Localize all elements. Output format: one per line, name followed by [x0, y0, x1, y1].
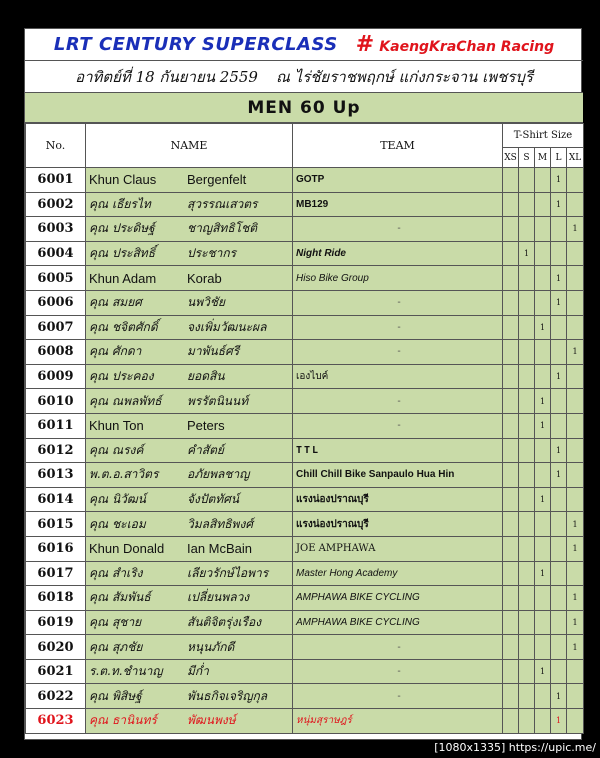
size-cell-xs [503, 586, 519, 611]
rider-team: Night Ride [293, 241, 503, 266]
size-cell-m: 1 [535, 561, 551, 586]
rider-name [86, 192, 293, 217]
rider-last-name: พันธกิจเจริญกุล [187, 688, 268, 703]
size-cell-xl: 1 [567, 512, 584, 537]
size-cell-s [519, 364, 535, 389]
size-cell-xl [567, 192, 584, 217]
size-cell-xl [567, 659, 584, 684]
rider-first-name: คุณ ประคอง [89, 369, 154, 384]
size-cell-m [535, 635, 551, 660]
rider-last-name: จังปัตทัศน์ [187, 492, 240, 507]
rider-name [86, 340, 293, 365]
rider-number: 6017 [26, 561, 86, 586]
size-cell-l [551, 659, 567, 684]
size-cell-m [535, 536, 551, 561]
image-size-watermark: [1080x1335] https://upic.me/ [434, 741, 596, 754]
size-cell-xs [503, 536, 519, 561]
size-cell-l: 1 [551, 463, 567, 488]
size-cell-s [519, 315, 535, 340]
size-cell-l: 1 [551, 168, 567, 193]
size-cell-l: 1 [551, 438, 567, 463]
rider-team: - [293, 684, 503, 709]
size-cell-m [535, 586, 551, 611]
rider-name [86, 561, 293, 586]
rider-last-name: เลียวรักษ์ไอพาร [187, 565, 269, 580]
table-row [26, 315, 584, 340]
size-cell-xs [503, 192, 519, 217]
size-cell-xs [503, 266, 519, 291]
racing-team-name: KaengKraChan Racing [379, 39, 555, 55]
size-cell-xs [503, 315, 519, 340]
size-cell-m [535, 709, 551, 734]
rider-team: - [293, 290, 503, 315]
rider-last-name: คำสัตย์ [187, 442, 224, 457]
size-cell-m [535, 364, 551, 389]
rider-number: 6001 [26, 168, 86, 193]
rider-name [86, 168, 293, 193]
size-cell-l [551, 586, 567, 611]
rider-first-name: คุณ สำเริง [89, 565, 143, 580]
size-cell-s [519, 413, 535, 438]
table-row [26, 659, 584, 684]
rider-team: Hiso Bike Group [293, 266, 503, 291]
rider-first-name: คุณ ศักดา [89, 344, 142, 359]
rider-first-name: Khun Donald [89, 541, 165, 557]
rider-number: 6008 [26, 340, 86, 365]
rider-last-name: พัฒนพงษ์ [187, 713, 236, 728]
table-row [26, 413, 584, 438]
size-cell-xs [503, 709, 519, 734]
size-cell-s [519, 340, 535, 365]
rider-name [86, 586, 293, 611]
rider-name [86, 364, 293, 389]
subtitle-row [25, 61, 583, 93]
rider-last-name: วิมลสิทธิพงศ์ [187, 516, 253, 531]
size-cell-s: 1 [519, 241, 535, 266]
table-row [26, 438, 584, 463]
size-cell-l [551, 413, 567, 438]
event-title: LRT CENTURY SUPERCLASS [53, 34, 338, 55]
rider-last-name: มีก่ำ [187, 664, 209, 679]
size-cell-xs [503, 659, 519, 684]
rider-name [86, 315, 293, 340]
table-row [26, 536, 584, 561]
rider-team: เองไบค์ [293, 364, 503, 389]
rider-number: 6023 [26, 709, 86, 734]
size-cell-xl [567, 561, 584, 586]
size-cell-xl [567, 266, 584, 291]
rider-number: 6019 [26, 610, 86, 635]
rider-name [86, 610, 293, 635]
rider-last-name: หนุนภักดี [187, 639, 235, 654]
rider-team: AMPHAWA BIKE CYCLING [293, 610, 503, 635]
size-cell-m [535, 168, 551, 193]
rider-number: 6011 [26, 413, 86, 438]
size-cell-s [519, 168, 535, 193]
header-tshirt-size: T-Shirt Size [503, 124, 584, 148]
size-cell-l [551, 389, 567, 414]
size-cell-xl: 1 [567, 340, 584, 365]
rider-team: - [293, 413, 503, 438]
header-no: No. [26, 124, 86, 168]
size-cell-m [535, 217, 551, 242]
rider-number: 6012 [26, 438, 86, 463]
size-cell-s [519, 561, 535, 586]
size-cell-l: 1 [551, 192, 567, 217]
size-cell-l [551, 635, 567, 660]
roster-body [26, 168, 584, 734]
header-size-xs: XS [503, 148, 519, 168]
rider-first-name: คุณ ประดิษฐ์ [89, 221, 155, 236]
size-cell-m [535, 241, 551, 266]
table-row [26, 635, 584, 660]
rider-first-name: คุณ สุภชัย [89, 639, 143, 654]
size-cell-xl [567, 438, 584, 463]
size-cell-m: 1 [535, 413, 551, 438]
rider-first-name: คุณ ชจิตศักดิ์ [89, 319, 158, 334]
rider-first-name: คุณ ธานินทร์ [89, 713, 157, 728]
size-cell-xs [503, 168, 519, 193]
rider-team: Chill Chill Bike Sanpaulo Hua Hin [293, 463, 503, 488]
size-cell-s [519, 536, 535, 561]
size-cell-xs [503, 217, 519, 242]
rider-last-name: Peters [187, 418, 225, 434]
size-cell-m [535, 684, 551, 709]
rider-name [86, 217, 293, 242]
size-cell-xl [567, 290, 584, 315]
rider-name [86, 536, 293, 561]
header-size-s: S [519, 148, 535, 168]
rider-team: JOE AMPHAWA [293, 536, 503, 561]
table-row [26, 487, 584, 512]
header-size-m: M [535, 148, 551, 168]
size-cell-l [551, 487, 567, 512]
size-cell-s [519, 217, 535, 242]
table-row [26, 561, 584, 586]
size-cell-m: 1 [535, 659, 551, 684]
size-cell-m: 1 [535, 315, 551, 340]
size-cell-l: 1 [551, 709, 567, 734]
size-cell-l [551, 315, 567, 340]
size-cell-s [519, 512, 535, 537]
size-cell-s [519, 487, 535, 512]
rider-last-name: สันติจิตรุ่งเรือง [187, 614, 262, 629]
size-cell-s [519, 709, 535, 734]
rider-name [86, 413, 293, 438]
rider-first-name: คุณ สมยศ [89, 295, 142, 310]
rider-first-name: พ.ต.อ.สาวิตร [89, 467, 159, 482]
rider-last-name: Bergenfelt [187, 172, 247, 188]
size-cell-l [551, 536, 567, 561]
rider-name [86, 266, 293, 291]
size-cell-m [535, 610, 551, 635]
rider-number: 6021 [26, 659, 86, 684]
size-cell-m [535, 438, 551, 463]
size-cell-m [535, 192, 551, 217]
rider-name [86, 487, 293, 512]
size-cell-xl: 1 [567, 217, 584, 242]
rider-first-name: คุณ สุชาย [89, 614, 142, 629]
size-cell-l: 1 [551, 364, 567, 389]
rider-number: 6015 [26, 512, 86, 537]
size-cell-xs [503, 635, 519, 660]
rider-team: แรงน่องปราณบุรี [293, 487, 503, 512]
table-row [26, 709, 584, 734]
rider-name [86, 463, 293, 488]
rider-team: แรงน่องปราณบุรี [293, 512, 503, 537]
rider-team: - [293, 217, 503, 242]
size-cell-m: 1 [535, 487, 551, 512]
rider-name [86, 389, 293, 414]
rider-team: - [293, 635, 503, 660]
rider-name [86, 659, 293, 684]
size-cell-m [535, 340, 551, 365]
rider-team: - [293, 659, 503, 684]
rider-last-name: Ian McBain [187, 541, 253, 557]
rider-number: 6004 [26, 241, 86, 266]
header-size-l: L [551, 148, 567, 168]
size-cell-s [519, 463, 535, 488]
rider-first-name: คุณ ประสิทธิ์ [89, 246, 156, 261]
size-cell-s [519, 659, 535, 684]
table-row [26, 586, 584, 611]
size-cell-xl: 1 [567, 586, 584, 611]
size-cell-xs [503, 463, 519, 488]
size-cell-xl [567, 487, 584, 512]
event-place: ณ ไร่ชัยราชพฤกษ์ แก่งกระจาน เพชรบุรี [275, 67, 533, 86]
size-cell-xs [503, 512, 519, 537]
size-cell-s [519, 290, 535, 315]
size-cell-s [519, 389, 535, 414]
rider-first-name: คุณ เธียรไท [89, 196, 151, 211]
size-cell-xs [503, 389, 519, 414]
size-cell-xl [567, 463, 584, 488]
registration-sheet [24, 28, 582, 740]
size-cell-xs [503, 684, 519, 709]
header-name: NAME [86, 124, 293, 168]
table-row [26, 290, 584, 315]
size-cell-xs [503, 340, 519, 365]
rider-team: หนุ่มสุราษฎร์ [293, 709, 503, 734]
rider-last-name: สุวรรณเสวตร [187, 196, 258, 211]
rider-last-name: เปลี่ยนพลวง [187, 590, 250, 605]
rider-team: - [293, 315, 503, 340]
size-cell-m: 1 [535, 389, 551, 414]
table-row [26, 217, 584, 242]
size-cell-l [551, 241, 567, 266]
size-cell-xs [503, 413, 519, 438]
rider-last-name: ประชากร [187, 246, 237, 261]
rider-first-name: ร.ต.ท.ชำนาญ [89, 664, 163, 679]
size-cell-xs [503, 487, 519, 512]
size-cell-xl [567, 389, 584, 414]
size-cell-l [551, 512, 567, 537]
size-cell-s [519, 266, 535, 291]
size-cell-xl [567, 684, 584, 709]
rider-number: 6006 [26, 290, 86, 315]
size-cell-m [535, 512, 551, 537]
size-cell-s [519, 438, 535, 463]
rider-first-name: Khun Claus [89, 172, 157, 188]
rider-number: 6016 [26, 536, 86, 561]
rider-name [86, 709, 293, 734]
size-cell-s [519, 586, 535, 611]
size-cell-xl [567, 709, 584, 734]
size-cell-xs [503, 364, 519, 389]
size-cell-l: 1 [551, 266, 567, 291]
size-cell-xl: 1 [567, 635, 584, 660]
rider-first-name: คุณ นิวัฒน์ [89, 492, 146, 507]
rider-last-name: ชาญสิทธิโชติ [187, 221, 258, 236]
table-row [26, 364, 584, 389]
size-cell-xl [567, 364, 584, 389]
size-cell-xl [567, 241, 584, 266]
header-size-xl: XL [567, 148, 584, 168]
rider-first-name: คุณ ณพลพัทธ์ [89, 393, 162, 408]
table-row [26, 168, 584, 193]
size-cell-xs [503, 561, 519, 586]
rider-last-name: พรรัตนินนท์ [187, 393, 249, 408]
size-cell-l [551, 340, 567, 365]
rider-team: - [293, 340, 503, 365]
table-row [26, 610, 584, 635]
rider-team: GOTP [293, 168, 503, 193]
rider-last-name: มาพันธ์ศรี [187, 344, 240, 359]
table-row [26, 684, 584, 709]
rider-team: - [293, 389, 503, 414]
table-row [26, 463, 584, 488]
rider-name [86, 290, 293, 315]
size-cell-l [551, 561, 567, 586]
hash-symbol: # [355, 32, 375, 57]
rider-last-name: ยอดสิน [187, 369, 225, 384]
size-cell-xs [503, 241, 519, 266]
size-cell-s [519, 684, 535, 709]
event-date: อาทิตย์ที่ 18 กันยายน 2559 [75, 67, 258, 86]
rider-team: Master Hong Academy [293, 561, 503, 586]
roster-table [25, 123, 584, 734]
size-cell-xl [567, 413, 584, 438]
size-cell-xl [567, 315, 584, 340]
rider-number: 6009 [26, 364, 86, 389]
category-title: MEN 60 Up [25, 93, 583, 123]
rider-number: 6003 [26, 217, 86, 242]
rider-name [86, 438, 293, 463]
rider-first-name: Khun Adam [89, 270, 157, 286]
table-row [26, 389, 584, 414]
rider-number: 6013 [26, 463, 86, 488]
rider-team: TTL [293, 438, 503, 463]
rider-number: 6010 [26, 389, 86, 414]
table-row [26, 192, 584, 217]
rider-name [86, 684, 293, 709]
size-cell-xs [503, 610, 519, 635]
size-cell-s [519, 635, 535, 660]
size-cell-xl: 1 [567, 610, 584, 635]
size-cell-xs [503, 290, 519, 315]
table-row [26, 241, 584, 266]
rider-name [86, 512, 293, 537]
size-cell-xl [567, 168, 584, 193]
rider-number: 6018 [26, 586, 86, 611]
size-cell-l: 1 [551, 684, 567, 709]
rider-number: 6002 [26, 192, 86, 217]
size-cell-m [535, 463, 551, 488]
rider-last-name: Korab [187, 270, 222, 286]
header-team: TEAM [293, 124, 503, 168]
size-cell-s [519, 192, 535, 217]
rider-last-name: จงเพิ่มวัฒนะผล [187, 319, 267, 334]
rider-number: 6022 [26, 684, 86, 709]
table-row [26, 340, 584, 365]
title-row [25, 29, 583, 61]
rider-number: 6007 [26, 315, 86, 340]
table-row [26, 266, 584, 291]
size-cell-m [535, 290, 551, 315]
rider-number: 6020 [26, 635, 86, 660]
size-cell-xs [503, 438, 519, 463]
rider-last-name: นพวิชัย [187, 295, 226, 310]
table-row [26, 512, 584, 537]
rider-first-name: คุณ สัมพันธ์ [89, 590, 151, 605]
rider-number: 6005 [26, 266, 86, 291]
rider-team: MB129 [293, 192, 503, 217]
rider-number: 6014 [26, 487, 86, 512]
rider-first-name: คุณ ชะเอม [89, 516, 146, 531]
rider-name [86, 635, 293, 660]
size-cell-m [535, 266, 551, 291]
racing-brand [356, 32, 554, 57]
size-cell-l [551, 610, 567, 635]
size-cell-l: 1 [551, 290, 567, 315]
size-cell-l [551, 217, 567, 242]
rider-first-name: คุณ พิสิษฐ์ [89, 688, 142, 703]
size-cell-s [519, 610, 535, 635]
rider-team: AMPHAWA BIKE CYCLING [293, 586, 503, 611]
rider-last-name: อภัยพลชาญ [187, 467, 250, 482]
size-cell-xl: 1 [567, 536, 584, 561]
rider-first-name: คุณ ณรงค์ [89, 442, 144, 457]
rider-first-name: Khun Ton [89, 418, 144, 434]
rider-name [86, 241, 293, 266]
